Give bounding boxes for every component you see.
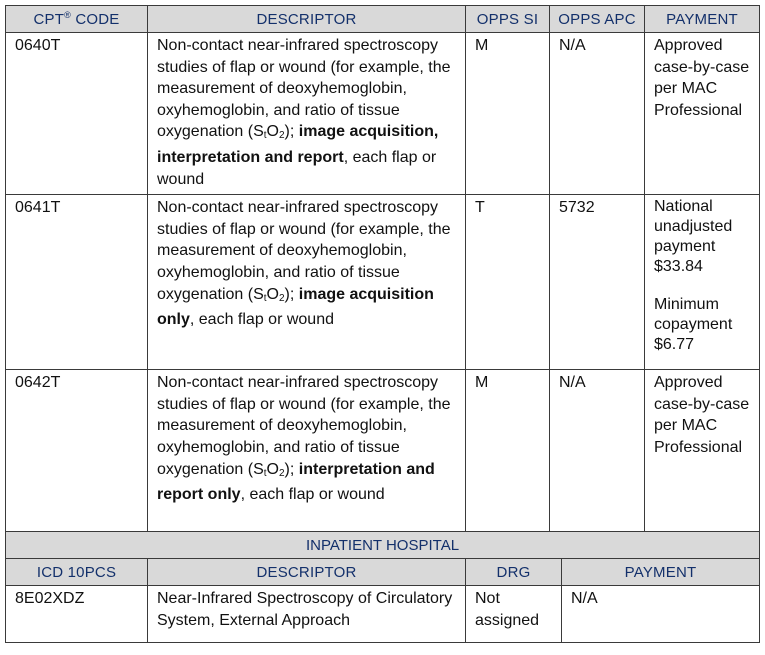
cpt-code-cell: 0642T: [6, 370, 148, 532]
table-row: [6, 33, 760, 195]
payment-cell: Approved case-by-case per MAC Professional: [645, 33, 760, 195]
descriptor-emphasis: image acquisition only: [157, 285, 434, 329]
payment-cell: N/A: [562, 586, 760, 643]
header-opps-si: OPPS SI: [466, 6, 550, 33]
descriptor-cell: Non-contact near-infrared spectroscopy studies of flap or wound (for example, the measurement of deoxyhemoglobin, oxyhemoglobin, and ratio of tissue oxygenation $(S_tO_2)$; image acquisition, interpretation and report, each flap or wound: [148, 33, 466, 195]
header-payment: PAYMENT: [645, 6, 760, 33]
opps-si-cell: T: [466, 195, 550, 370]
header-descriptor: DESCRIPTOR: [148, 559, 466, 586]
opps-apc-cell: N/A: [550, 33, 645, 195]
descriptor-emphasis: interpretation and report only: [157, 460, 435, 504]
inpatient-table: [5, 531, 760, 643]
header-drg: DRG: [466, 559, 562, 586]
opps-apc-cell: N/A: [550, 370, 645, 532]
opps-si-cell: M: [466, 33, 550, 195]
header-payment: PAYMENT: [562, 559, 760, 586]
payment-cell: Approved case-by-case per MAC Professional: [645, 370, 760, 532]
cpt-code-cell: 0641T: [6, 195, 148, 370]
header-descriptor: DESCRIPTOR: [148, 6, 466, 33]
opps-apc-cell: 5732: [550, 195, 645, 370]
drg-cell: Not assigned: [466, 586, 562, 643]
coding-payment-tables: [5, 5, 759, 643]
inpatient-section-title: INPATIENT HOSPITAL: [6, 532, 760, 559]
descriptor-emphasis: image acquisition, interpretation and report: [157, 123, 439, 166]
opps-si-cell: M: [466, 370, 550, 532]
cpt-code-cell: 0640T: [6, 33, 148, 195]
payment-cell: [645, 195, 760, 370]
inpatient-header-row: [6, 559, 760, 586]
national-payment-text: National unadjusted payment $33.84: [654, 198, 733, 276]
descriptor-cell: Non-contact near-infrared spectroscopy studies of flap or wound (for example, the measurement of deoxyhemoglobin, oxyhemoglobin, and ratio of tissue oxygenation $(S_tO_2)$; interpretation and report only, each flap or wound: [148, 370, 466, 532]
table-row: [6, 195, 760, 370]
outpatient-table: [5, 5, 760, 532]
header-opps-apc: OPPS APC: [550, 6, 645, 33]
table-row: [6, 586, 760, 643]
table-row: [6, 370, 760, 532]
outpatient-header-row: [6, 6, 760, 33]
header-icd-10pcs: ICD 10PCS: [6, 559, 148, 586]
descriptor-cell: Near-Infrared Spectroscopy of Circulatory System, External Approach: [148, 586, 466, 643]
descriptor-cell: Non-contact near-infrared spectroscopy studies of flap or wound (for example, the measurement of deoxyhemoglobin, oxyhemoglobin, and ratio of tissue oxygenation $(S_tO_2)$; image acquisition only, each flap or wound: [148, 195, 466, 370]
minimum-copayment-text: Minimum copayment $6.77: [654, 296, 733, 354]
inpatient-section-row: [6, 532, 760, 559]
header-cpt-code: CPT® CODE: [6, 6, 148, 33]
icd-code-cell: 8E02XDZ: [6, 586, 148, 643]
